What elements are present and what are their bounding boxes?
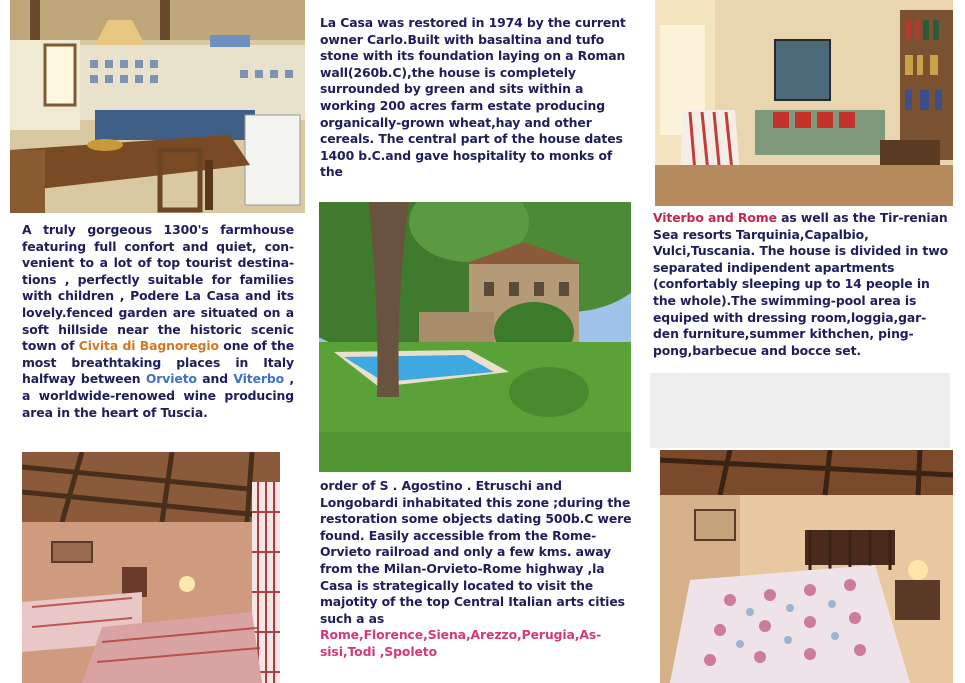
- bedroom-right-photo: [660, 450, 953, 683]
- left-description: [22, 222, 294, 421]
- link-viterbo: Viterbo: [233, 371, 285, 387]
- kitchen-photo: [10, 0, 305, 213]
- exterior-pool-photo: [319, 202, 631, 472]
- left-text-part3: , a worldwide-renowed wine producing area in the heart of Tuscia.: [22, 371, 294, 420]
- grey-panel: [650, 373, 950, 448]
- living-room-photo: [655, 0, 953, 206]
- center-top-text: La Casa was restored in 1974 by the current owner Carlo.Built with basaltina and tufo stone with its foundation laying on a Roman wall(260b.C),the house is completely surrounded by green and sits within a working 200 acres farm estate producing organically-grown wheat,hay and other cereals. The central part of the house dates 1400 b.C.and gave hospitality to monks of the: [320, 15, 626, 180]
- center-bottom-text: order of S . Agostino . Etruschi and Longobardi inhabitated this zone ;during the restoration some objects dating 500b.C were found. Easily accessible from the Rome-Orvieto railroad and only a few kms. away from the Milan-Orvieto-Rome highway ,la Casa is strategically located to visit the majotity of the top Central Italian arts cities such a as: [320, 478, 632, 626]
- left-text-part1: A truly gorgeous 1300's farmhouse featuring full confort and quiet, con-venient to a lot of top tourist destina-tions , perfectly suitable for families with children , Podere La Casa and its lovely.fenced garden are situated on a soft hillside near the historic scenic town of: [22, 222, 294, 354]
- highlight-viterbo-rome: Viterbo and Rome: [653, 210, 777, 225]
- left-text-and: and: [202, 371, 229, 387]
- center-bottom-description: [320, 478, 640, 661]
- link-civita-di-bagnoregio: Civita di Bagnoregio: [78, 338, 219, 354]
- right-text: as well as the Tir-renian Sea resorts Tarquinia,Capalbio, Vulci,Tuscania. The house is divided in two separated indipendent apartments (confortably sleeping up to 14 people in the whole).The swimming-pool area is equiped with dressing room,loggia,gar-den furniture,summer kithchen, ping-pong,barbecue and bocce set.: [653, 210, 948, 358]
- link-orvieto: Orvieto: [145, 371, 197, 387]
- left-text-part2: one of the most breathtaking places in Italy halfway between: [22, 338, 294, 387]
- cities-list: Rome,Florence,Siena,Arezzo,Perugia,As-sisi,Todi ,Spoleto: [320, 627, 602, 659]
- bedroom-left-photo: [22, 452, 280, 683]
- center-top-description: [320, 15, 632, 181]
- right-description: [653, 210, 951, 359]
